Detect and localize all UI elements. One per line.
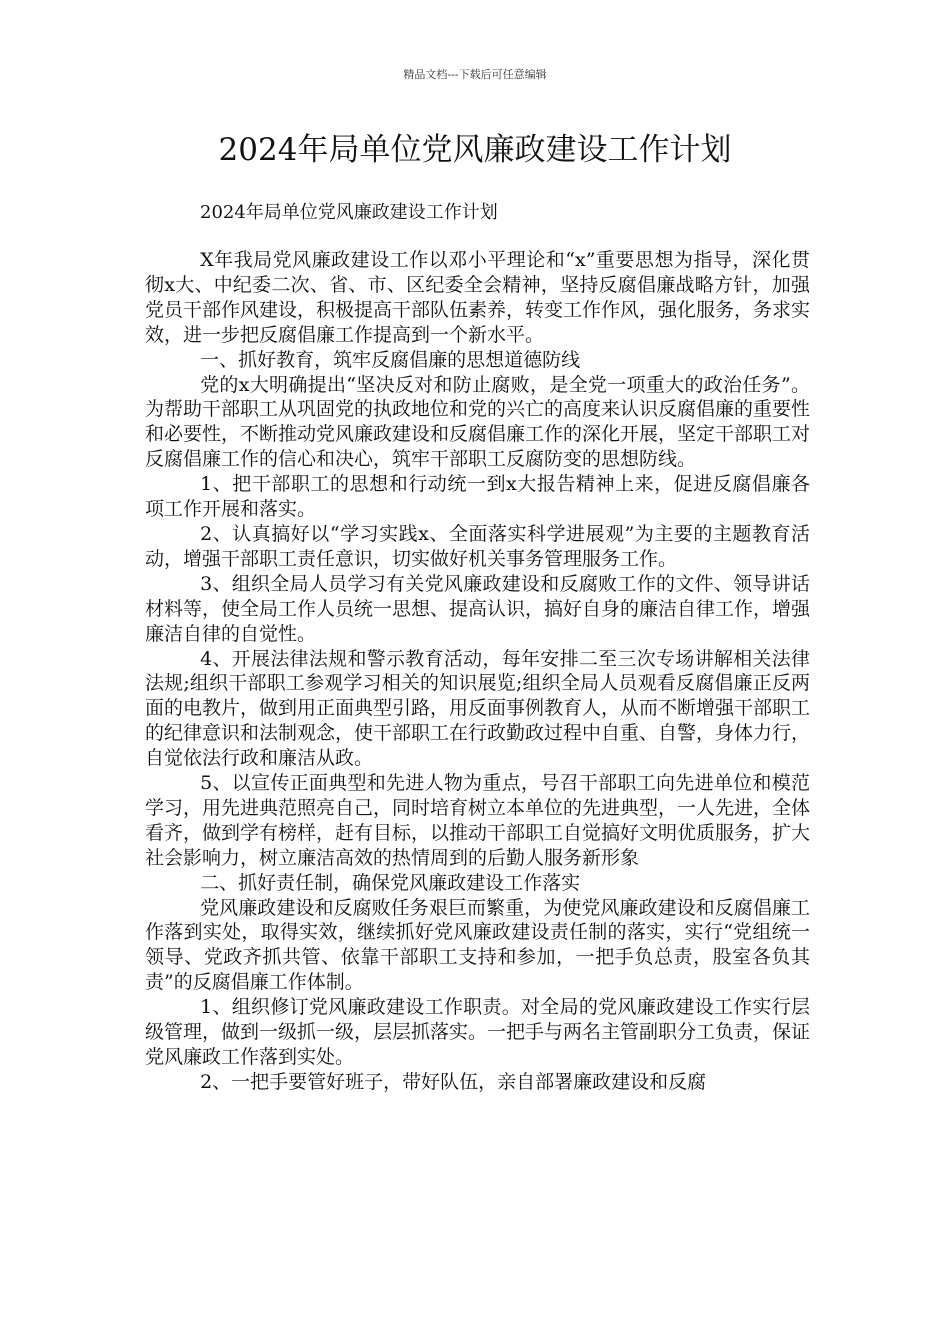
paragraph: 党的x大明确提出“坚决反对和防止腐败，是全党一项重大的政治任务”。为帮助干部职工从巩固党的执政地位和党的兴亡的高度来认识反腐倡廉的重要性和必要性，不断推动党风廉政建设和反腐倡廉工作的深化开展，坚定干部职工对反腐倡廉工作的信心和决心，筑牢干部职工反腐防变的思想防线。: [145, 373, 811, 471]
list-item-2: 2、一把手要管好班子，带好队伍，亲自部署廉政建设和反腐: [200, 1070, 707, 1093]
header-note: 精品文档---下载后可任意编辑: [403, 68, 547, 81]
list-item-1: 1、组织修订党风廉政建设工作职责。对全局的党风廉政建设工作实行层级管理，做到一级抓一级，层层抓落实。一把手与两名主管副职分工负责，保证党风廉政工作落到实处。: [145, 996, 811, 1068]
paragraph-intro: X年我局党风廉政建设工作以邓小平理论和“x”重要思想为指导，深化贯彻x大、中纪委二次、省、市、区纪委全会精神，坚持反腐倡廉战略方针，加强党员干部作风建设，积极提高干部队伍素养，转变工作作风，强化服务，务求实效，进一步把反腐倡廉工作提高到一个新水平。: [145, 249, 811, 346]
section-heading-2: 二、抓好责任制，确保党风廉政建设工作落实: [200, 871, 581, 894]
list-item-4: 4、开展法律法规和警示教育活动，每年安排二至三次专场讲解相关法律法规;组织干部职工参观学习相关的知识展览;组织全局人员观看反腐倡廉正反两面的电教片，做到用正面典型引路，用反面事例教育人，从而不断增强干部职工的纪律意识和法制观念，使干部职工在行政勤政过程中自重、自警，身体力行，自觉依法行政和廉洁从政。: [145, 647, 811, 770]
document-subtitle: 2024年局单位党风廉政建设工作计划: [200, 202, 498, 223]
document-body: [145, 248, 810, 1095]
list-item-1: 1、把干部职工的思想和行动统一到x大报告精神上来，促进反腐倡廉各项工作开展和落实。: [145, 473, 810, 521]
document-title: 2024年局单位党风廉政建设工作计划: [218, 132, 732, 168]
list-item-3: 3、组织全局人员学习有关党风廉政建设和反腐败工作的文件、领导讲话材料等，使全局工作人员统一思想、提高认识，搞好自身的廉洁自律工作，增强廉洁自律的自觉性。: [145, 572, 811, 645]
list-item-5: 5、以宣传正面典型和先进人物为重点，号召干部职工向先进单位和模范学习，用先进典范照亮自己，同时培育树立本单位的先进典型，一人先进，全体看齐，做到学有榜样，赶有目标，以推动干部职工自觉搞好文明优质服务，扩大社会影响力，树立廉洁高效的热情周到的后勤人服务新形象: [145, 772, 811, 869]
section-heading-1: 一、抓好教育，筑牢反腐倡廉的思想道德防线: [200, 348, 581, 371]
paragraph: 党风廉政建设和反腐败任务艰巨而繁重，为使党风廉政建设和反腐倡廉工作落到实处，取得实效，继续抓好党风廉政建设责任制的落实，实行“党组统一领导、党政齐抓共管、依靠干部职工支持和参加，一把手负总责，股室各负其责”的反腐倡廉工作体制。: [145, 896, 810, 994]
list-item-2: 2、认真搞好以“学习实践x、全面落实科学进展观”为主要的主题教育活动，增强干部职工责任意识，切实做好机关事务管理服务工作。: [145, 522, 810, 570]
